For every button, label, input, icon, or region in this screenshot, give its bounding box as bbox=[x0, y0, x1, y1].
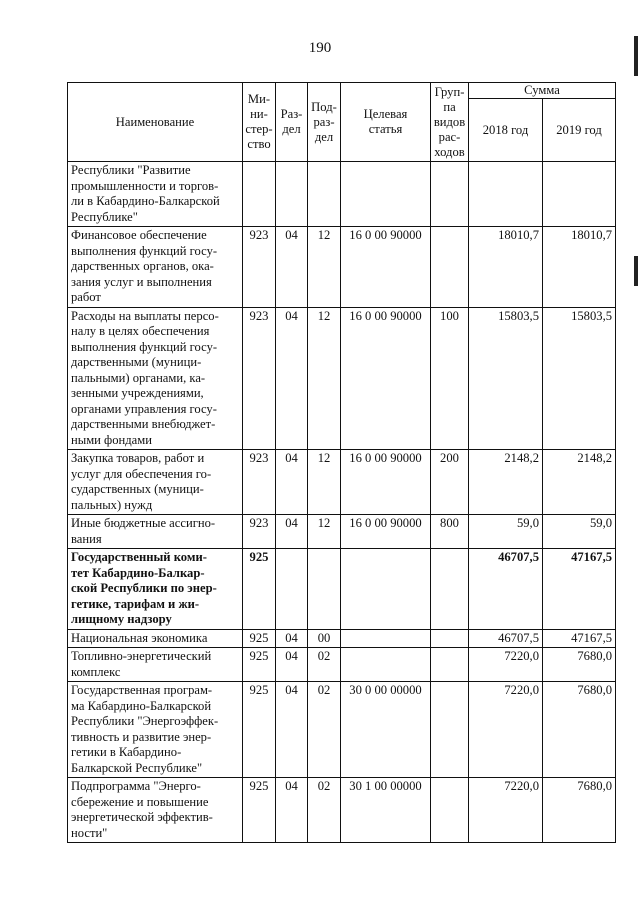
cell-section bbox=[276, 162, 308, 227]
cell-name: Подпрограмма "Энерго- сбережение и повышение энергетической эффектив- ности" bbox=[68, 778, 243, 843]
col-header-year-2018: 2018 год bbox=[469, 99, 543, 162]
cell-expense-group bbox=[431, 682, 469, 778]
cell-target bbox=[341, 648, 431, 682]
cell-subsection: 02 bbox=[308, 682, 341, 778]
table-row bbox=[68, 778, 616, 843]
cell-ministry: 925 bbox=[243, 778, 276, 843]
cell-target bbox=[341, 629, 431, 648]
cell-target: 16 0 00 90000 bbox=[341, 515, 431, 549]
col-header-target: Целевая статья bbox=[341, 83, 431, 162]
cell-subsection: 00 bbox=[308, 629, 341, 648]
table-row bbox=[68, 629, 616, 648]
cell-ministry: 923 bbox=[243, 227, 276, 308]
cell-target: 30 1 00 00000 bbox=[341, 778, 431, 843]
cell-ministry: 925 bbox=[243, 648, 276, 682]
col-header-name: Наименование bbox=[68, 83, 243, 162]
cell-name: Финансовое обеспечение выполнения функций госу- дарственных органов, ока- зания услуг и выполнения работ bbox=[68, 227, 243, 308]
page-number: 190 bbox=[308, 40, 332, 56]
cell-target: 30 0 00 00000 bbox=[341, 682, 431, 778]
cell-sum-2019: 18010,7 bbox=[543, 227, 616, 308]
cell-sum-2019: 7680,0 bbox=[543, 682, 616, 778]
cell-expense-group: 800 bbox=[431, 515, 469, 549]
col-header-section: Раз- дел bbox=[276, 83, 308, 162]
cell-name: Расходы на выплаты персо- налу в целях обеспечения выполнения функций госу- дарственными (муници- пальными) органами, ка- зенными учреждениями, органами управления госу- дарственными внебюджет- ными фондами bbox=[68, 307, 243, 450]
cell-target: 16 0 00 90000 bbox=[341, 227, 431, 308]
cell-sum-2019: 59,0 bbox=[543, 515, 616, 549]
cell-sum-2018: 7220,0 bbox=[469, 778, 543, 843]
cell-section: 04 bbox=[276, 450, 308, 515]
cell-expense-group bbox=[431, 648, 469, 682]
cell-target bbox=[341, 162, 431, 227]
col-header-sum: Сумма bbox=[469, 83, 616, 99]
col-header-year-2019: 2019 год bbox=[543, 99, 616, 162]
cell-name: Государственный коми- тет Кабардино-Балкар- ской Республики по энер- гетике, тарифам и жи- лищному надзору bbox=[68, 549, 243, 630]
cell-section: 04 bbox=[276, 515, 308, 549]
cell-sum-2019: 47167,5 bbox=[543, 549, 616, 630]
cell-sum-2019: 7680,0 bbox=[543, 778, 616, 843]
table-row bbox=[68, 682, 616, 778]
cell-expense-group: 200 bbox=[431, 450, 469, 515]
cell-expense-group bbox=[431, 629, 469, 648]
cell-sum-2018: 46707,5 bbox=[469, 629, 543, 648]
cell-name: Государственная програм- ма Кабардино-Балкарской Республики "Энергоэффек- тивность и развитие энер- гетики в Кабардино- Балкарской Республике" bbox=[68, 682, 243, 778]
cell-sum-2018: 18010,7 bbox=[469, 227, 543, 308]
cell-expense-group bbox=[431, 227, 469, 308]
cell-sum-2019: 2148,2 bbox=[543, 450, 616, 515]
budget-table bbox=[67, 82, 616, 843]
cell-sum-2018 bbox=[469, 162, 543, 227]
cell-section: 04 bbox=[276, 307, 308, 450]
cell-ministry: 923 bbox=[243, 307, 276, 450]
cell-subsection bbox=[308, 549, 341, 630]
header-row-top bbox=[68, 83, 616, 99]
cell-section: 04 bbox=[276, 629, 308, 648]
cell-sum-2018: 15803,5 bbox=[469, 307, 543, 450]
cell-section: 04 bbox=[276, 227, 308, 308]
cell-subsection: 02 bbox=[308, 648, 341, 682]
cell-ministry: 923 bbox=[243, 515, 276, 549]
cell-name: Топливно-энергетический комплекс bbox=[68, 648, 243, 682]
cell-ministry bbox=[243, 162, 276, 227]
cell-name: Республики "Развитие промышленности и торгов- ли в Кабардино-Балкарской Республике" bbox=[68, 162, 243, 227]
cell-sum-2019: 7680,0 bbox=[543, 648, 616, 682]
cell-sum-2019: 47167,5 bbox=[543, 629, 616, 648]
cell-ministry: 925 bbox=[243, 682, 276, 778]
cell-expense-group bbox=[431, 549, 469, 630]
cell-subsection: 12 bbox=[308, 515, 341, 549]
cell-subsection: 12 bbox=[308, 307, 341, 450]
cell-target: 16 0 00 90000 bbox=[341, 450, 431, 515]
table-row bbox=[68, 307, 616, 450]
cell-subsection: 12 bbox=[308, 227, 341, 308]
cell-sum-2018: 2148,2 bbox=[469, 450, 543, 515]
cell-subsection: 12 bbox=[308, 450, 341, 515]
cell-sum-2019 bbox=[543, 162, 616, 227]
cell-expense-group bbox=[431, 162, 469, 227]
table-row bbox=[68, 227, 616, 308]
table-row bbox=[68, 162, 616, 227]
scan-edge-mark bbox=[634, 256, 638, 286]
cell-sum-2018: 59,0 bbox=[469, 515, 543, 549]
cell-subsection: 02 bbox=[308, 778, 341, 843]
cell-expense-group bbox=[431, 778, 469, 843]
cell-sum-2018: 46707,5 bbox=[469, 549, 543, 630]
cell-section bbox=[276, 549, 308, 630]
cell-sum-2019: 15803,5 bbox=[543, 307, 616, 450]
cell-section: 04 bbox=[276, 682, 308, 778]
cell-sum-2018: 7220,0 bbox=[469, 648, 543, 682]
cell-sum-2018: 7220,0 bbox=[469, 682, 543, 778]
cell-section: 04 bbox=[276, 648, 308, 682]
cell-section: 04 bbox=[276, 778, 308, 843]
col-header-expense-group: Груп- па видов рас- ходов bbox=[431, 83, 469, 162]
cell-expense-group: 100 bbox=[431, 307, 469, 450]
cell-subsection bbox=[308, 162, 341, 227]
cell-name: Национальная экономика bbox=[68, 629, 243, 648]
table-row bbox=[68, 515, 616, 549]
cell-target bbox=[341, 549, 431, 630]
cell-target: 16 0 00 90000 bbox=[341, 307, 431, 450]
cell-name: Иные бюджетные ассигно- вания bbox=[68, 515, 243, 549]
cell-ministry: 925 bbox=[243, 549, 276, 630]
scan-edge-mark bbox=[634, 36, 638, 76]
col-header-subsection: Под- раз- дел bbox=[308, 83, 341, 162]
table-row bbox=[68, 450, 616, 515]
table-row bbox=[68, 648, 616, 682]
table-row bbox=[68, 549, 616, 630]
cell-ministry: 925 bbox=[243, 629, 276, 648]
cell-name: Закупка товаров, работ и услуг для обеспечения го- сударственных (муници- пальных) нужд bbox=[68, 450, 243, 515]
col-header-ministry: Ми- ни- стер- ство bbox=[243, 83, 276, 162]
cell-ministry: 923 bbox=[243, 450, 276, 515]
